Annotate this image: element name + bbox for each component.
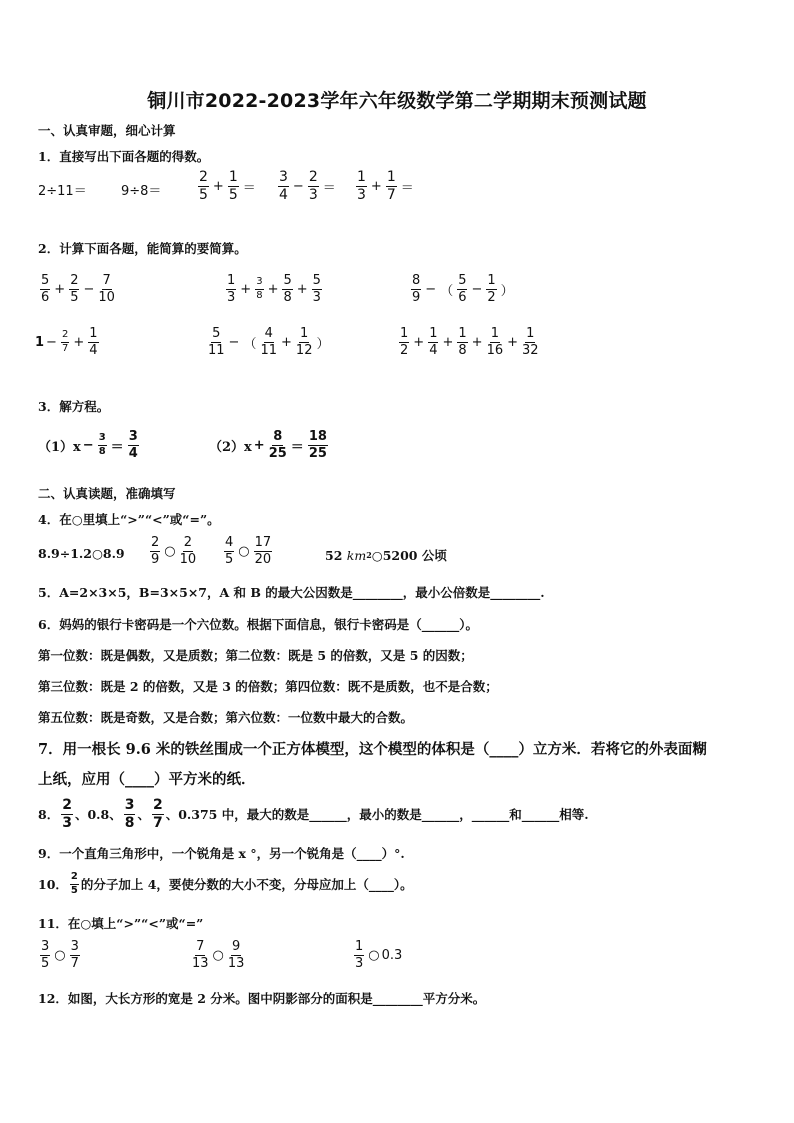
q1-prompt: 1．直接写出下面各题的得数。 <box>38 149 210 164</box>
page-title: 铜川市2022-2023学年六年级数学第二学期期末预测试题 <box>147 90 647 112</box>
q3-equation-1: （1）x − $\frac{3}{8}$ ＝ 3 4 <box>38 429 138 461</box>
q1-expr-4: 3 4 − $\frac{2}{3}$ ＝ <box>279 169 336 203</box>
q7-line-1: 7．用一根长 9.6 米的铁丝围成一个正方体模型，这个模型的体积是（____）立方米．若将它的外表面糊 <box>38 741 707 758</box>
q2-expr-r2c3: 1 2 + $\frac{1}{4}$ + $\frac{1}{8}$ + $\frac{1}{16}$ + $\frac{1}{32}$ <box>400 326 539 358</box>
fraction: $\frac{2}{3}$ <box>308 169 318 203</box>
fraction: 3 4 <box>279 169 288 203</box>
q11-compare-b: 7 13 ○ 9 13 <box>192 939 245 971</box>
section-1-heading: 一、认真审题，细心计算 <box>38 123 176 138</box>
q1-expr-3: 2 5 + $\frac{1}{5}$ ＝ <box>199 169 256 203</box>
q4-compare-c: 4 5 ○ 17 20 <box>225 535 272 567</box>
q2-expr-r1c1: 5 6 + $\frac{2}{5}$ − $\frac{7}{10}$ <box>41 273 115 305</box>
q4-compare-a: 8.9÷1.2○8.9 <box>38 546 125 561</box>
q9-text: 9．一个直角三角形中，一个锐角是 x °，另一个锐角是（____）°. <box>38 846 405 861</box>
q1-expr-2: 9÷8＝ <box>121 184 162 199</box>
q2-expr-r1c2: 1 3 + $\frac{3}{8}$ + $\frac{5}{8}$ + $\frac{5}{3}$ <box>227 273 321 305</box>
fraction: $\frac{1}{7}$ <box>386 169 396 203</box>
q1-expr-1: 2÷11＝ <box>38 184 87 199</box>
q2-prompt: 2．计算下面各题，能简算的要简算。 <box>38 241 247 256</box>
q7-line-2: 上纸，应用（____）平方米的纸． <box>38 771 256 788</box>
q6-clue-1: 第一位数：既是偶数，又是质数；第二位数：既是 5 的倍数，又是 5 的因数； <box>38 648 473 663</box>
q2-expr-r1c3: 8 9 − （ 5 6 − $\frac{1}{2}$ ） <box>412 273 514 305</box>
q10-text: 10． 2 5 的分子加上 4，要使分数的大小不变，分母应加上（____）。 <box>38 871 413 896</box>
fraction: $\frac{1}{5}$ <box>228 169 238 203</box>
q11-compare-a: 3 5 ○ 3 7 <box>41 939 79 971</box>
q6-prompt: 6．妈妈的银行卡密码是一个六位数。根据下面信息，银行卡密码是（______）。 <box>38 617 478 632</box>
section-2-heading: 二、认真读题，准确填写 <box>38 486 176 501</box>
q4-compare-d: 52 km 2 ○5200 公顷 <box>325 547 447 563</box>
q6-clue-2: 第三位数：既是 2 的倍数，又是 3 的倍数；第四位数：既不是质数，也不是合数； <box>38 679 498 694</box>
q3-prompt: 3．解方程。 <box>38 399 110 414</box>
q8-text: 8． 2 3 、0.8、 3 8 、 2 7 、0.375 中，最大的数是______，最小的数是______，______和______相等. <box>38 797 589 831</box>
q1-expr-5: 1 3 + $\frac{1}{7}$ ＝ <box>357 169 414 203</box>
fraction: 2 5 <box>199 169 208 203</box>
q2-expr-r2c2: 5 11 − （ 4 11 + $\frac{1}{12}$ ） <box>208 326 330 358</box>
q12-text: 12．如图，大长方形的宽是 2 分米。图中阴影部分的面积是________平方分米。 <box>38 991 486 1006</box>
q6-clue-3: 第五位数：既是奇数，又是合数；第六位数：一位数中最大的合数。 <box>38 710 414 725</box>
q11-compare-c: 1 3 ○ 0.3 <box>355 939 403 971</box>
q5-text: 5．A=2×3×5，B=3×5×7，A 和 B 的最大公因数是________，最小公倍数是________. <box>38 585 545 600</box>
q11-prompt: 11．在○填上“>”“<”或“=” <box>38 916 204 931</box>
q2-expr-r2c1: 1 − $\frac{2}{7}$ + $\frac{1}{4}$ <box>35 326 98 358</box>
q4-prompt: 4．在○里填上“>”“<”或“=”。 <box>38 512 220 527</box>
q3-equation-2: （2）x + $\frac{8}{25}$ ＝ 18 25 <box>209 429 327 461</box>
q4-compare-b: 2 9 ○ 2 10 <box>151 535 197 567</box>
fraction: 1 3 <box>357 169 366 203</box>
